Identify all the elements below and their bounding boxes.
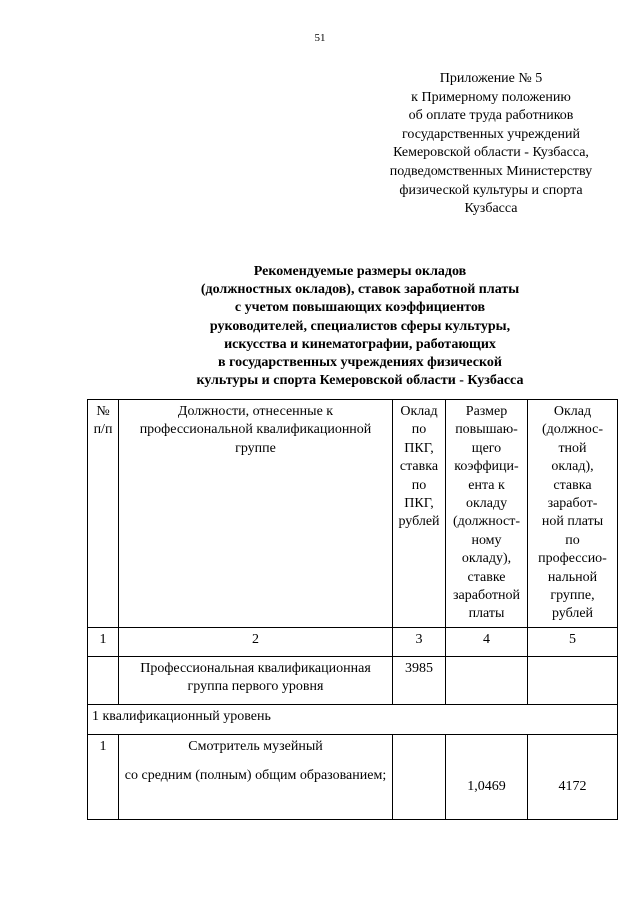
header-line: ПКГ,: [404, 496, 434, 512]
header-line: Должности, отнесенные к: [177, 404, 334, 419]
position-condition: со средним (полным) общим образованием;: [124, 768, 387, 784]
title-line: Рекомендуемые размеры окладов: [253, 264, 467, 279]
column-number: 4: [446, 627, 528, 656]
salary-cell: [528, 734, 618, 819]
empty-cell: [446, 656, 528, 704]
header-line: ПКГ,: [404, 440, 434, 456]
header-line: зарабoт-: [547, 496, 598, 512]
header-line: ставка: [399, 459, 439, 475]
pkg-name: Профессиональная квалификационная группа первого уровня: [119, 656, 393, 704]
column-number: 3: [393, 627, 446, 656]
appendix-line: Приложение № 5: [439, 71, 543, 86]
appendix-line: Кузбасса: [464, 201, 518, 217]
header-base-salary: [393, 400, 446, 628]
table-row: [88, 734, 618, 819]
appendix-line: Кемеровской области - Кузбасса,: [393, 145, 589, 161]
header-line: рублей: [551, 606, 594, 622]
appendix-line: к Примерному положению: [411, 89, 571, 105]
header-line: (должност-: [452, 514, 521, 530]
header-line: №: [96, 404, 110, 419]
header-line: нальной: [547, 569, 598, 585]
empty-cell: [88, 656, 119, 704]
table-row: [88, 656, 618, 704]
appendix-line: подведомственных Министерству: [389, 163, 593, 179]
title-line: искусства и кинематографии, работающих: [224, 336, 496, 352]
header-line: ставке: [467, 569, 506, 585]
table-row: [88, 704, 618, 734]
header-line: оклад),: [551, 459, 594, 475]
page-number: 51: [314, 32, 326, 44]
position-name: Смотритель музейный: [188, 738, 323, 754]
coefficient-cell: [446, 734, 528, 819]
header-line: платы: [468, 606, 505, 622]
column-number: 2: [119, 627, 393, 656]
header-line: профессиональной квалификационной: [139, 422, 372, 438]
header-line: группе,: [550, 588, 595, 604]
header-line: по: [411, 477, 427, 493]
title-line: (должностных окладов), ставок заработной платы: [200, 282, 520, 298]
empty-cell: [393, 734, 446, 819]
header-line: ному: [471, 532, 502, 548]
header-line: Размер: [465, 404, 508, 419]
title-line: руководителей, специалистов сферы культуры,: [209, 318, 511, 334]
header-final-salary: [528, 400, 618, 628]
position-cell: [119, 734, 393, 819]
header-line: ставка: [553, 477, 592, 493]
position-salary: 4172: [558, 778, 587, 794]
header-line: ной платы: [541, 514, 604, 530]
document-title: [90, 263, 630, 390]
column-number: 1: [88, 627, 119, 656]
qualification-level: 1 квалификационный уровень: [88, 704, 618, 734]
empty-cell: [528, 656, 618, 704]
header-line: по: [411, 422, 427, 438]
header-line: заработной: [453, 588, 520, 604]
header-number: [88, 400, 119, 628]
header-position: [119, 400, 393, 628]
pkg-salary: 3985: [393, 656, 446, 704]
title-line: с учетом повышающих коэффициентов: [234, 300, 486, 316]
header-line: п/п: [93, 422, 113, 438]
header-line: профессио-: [538, 551, 607, 567]
position-number: 1: [88, 734, 119, 819]
title-line: в государственных учреждениях физической: [218, 355, 502, 371]
header-line: по: [565, 532, 580, 548]
appendix-line: физической культуры и спорта: [399, 182, 583, 198]
header-line: Оклад: [400, 404, 438, 419]
appendix-header: [360, 70, 622, 219]
appendix-line: об оплате труда работников: [408, 108, 574, 124]
header-line: группе: [235, 440, 276, 456]
header-line: рублей: [398, 514, 440, 530]
position-coefficient: 1,0469: [467, 778, 506, 794]
header-line: Оклад: [553, 404, 592, 419]
appendix-line: государственных учреждений: [402, 126, 580, 142]
header-line: щего: [471, 440, 502, 456]
header-line: (должнос-: [542, 422, 603, 438]
table-header-row: [88, 400, 618, 628]
header-line: тной: [558, 440, 587, 456]
header-line: коэффици-: [454, 459, 519, 475]
title-line: культуры и спорта Кемеровской области - Кузбасса: [196, 373, 524, 389]
column-numbers-row: [88, 627, 618, 656]
salary-table: [87, 399, 618, 820]
header-line: окладу),: [461, 551, 512, 567]
header-line: повышаю-: [455, 422, 518, 438]
header-line: окладу: [465, 496, 508, 512]
header-coefficient: [446, 400, 528, 628]
header-line: ента к: [468, 477, 505, 493]
column-number: 5: [528, 627, 618, 656]
